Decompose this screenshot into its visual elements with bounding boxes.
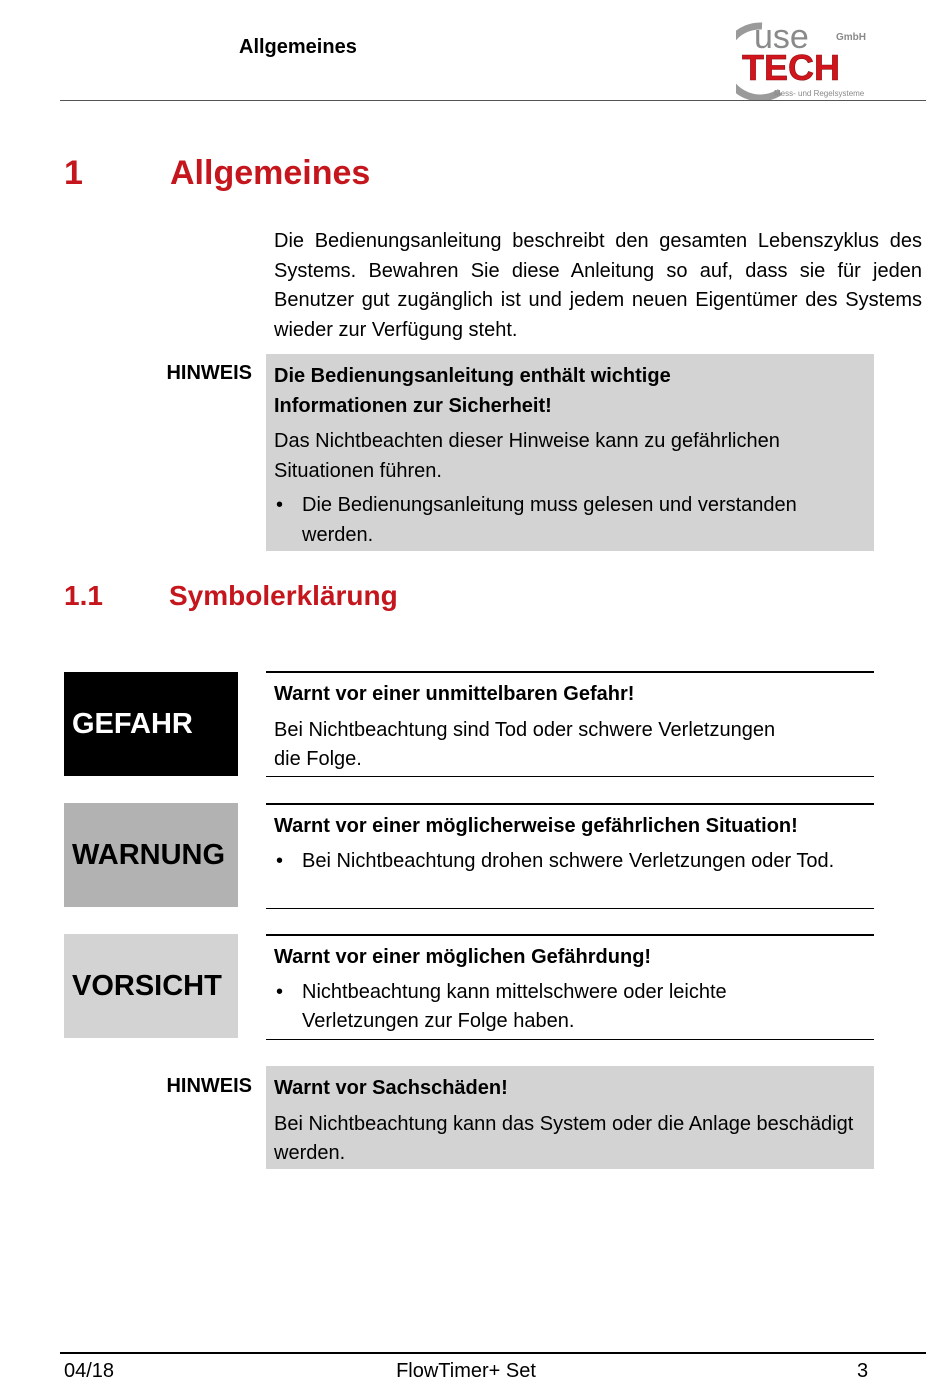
gefahr-title: Warnt vor einer unmittelbaren Gefahr! [274,683,635,705]
warnung-description [266,803,874,909]
gefahr-text-line2: die Folge. [274,748,362,770]
notice-text: Das Nichtbeachten dieser Hinweise kann zu gefährlichen Situationen führen. [274,430,780,482]
footer-date: 04/18 [64,1360,115,1382]
notice-title-line1: Die Bedienungsanleitung enthält wichtige [274,365,671,387]
footer-page-number: 3 [857,1360,869,1382]
usetech-logo [736,18,872,100]
section-number: 1 [64,154,83,192]
header-title: Allgemeines [239,36,357,58]
logo-use-text: use [754,18,809,56]
header-rule [60,100,926,101]
vorsicht-description [266,934,874,1040]
section-title: Allgemeines [170,154,371,192]
notice-bullet: • Die Bedienungsanleitung muss gelesen und verstanden werden. [274,491,864,550]
gefahr-signal [64,672,238,776]
warnung-label: WARNUNG [72,838,226,871]
hinweis-label: HINWEIS [166,1075,252,1097]
logo-gmbh-text: GmbH [836,32,866,43]
warnung-bullet: • Bei Nichtbeachtung drohen schwere Verletzungen oder Tod. [274,847,862,877]
intro-paragraph: Die Bedienungsanleitung beschreibt den gesamten Lebenszyklus des Systems. Bewahren Sie diese Anleitung so auf, dass sie für jeden Benutzer gut zugänglich ist und jedem neuen Eigentümer des Systems wieder zur Verfügung steht. [274,230,922,341]
footer-rule [60,1352,926,1354]
warnung-title: Warnt vor einer möglicherweise gefährlichen Situation! [274,815,798,837]
vorsicht-signal [64,934,238,1038]
warnung-signal [64,803,238,907]
subsection-title: Symbolerklärung [169,580,398,611]
gefahr-description [266,671,874,777]
gefahr-text-line1: Bei Nichtbeachtung sind Tod oder schwere Verletzungen [274,718,776,741]
notice-box [266,354,874,551]
hinweis-title: Warnt vor Sachschäden! [274,1077,508,1099]
footer-product: FlowTimer+ Set [396,1360,536,1382]
subsection-number: 1.1 [64,580,103,611]
hinweis-box [266,1066,874,1169]
hinweis-text: Bei Nichtbeachtung kann das System oder die Anlage beschädigt werden. [274,1112,854,1164]
notice-label: HINWEIS [166,362,252,384]
vorsicht-label: VORSICHT [72,969,222,1002]
vorsicht-title: Warnt vor einer möglichen Gefährdung! [274,946,652,968]
logo-tech-text: TECH [742,47,840,88]
notice-title-line2: Informationen zur Sicherheit! [274,394,552,417]
gefahr-label: GEFAHR [72,707,193,740]
vorsicht-bullet: • Nichtbeachtung kann mittelschwere oder leichte Verletzungen zur Folge haben. [274,978,822,1037]
logo-tagline: Mess- und Regelsysteme [774,89,865,98]
